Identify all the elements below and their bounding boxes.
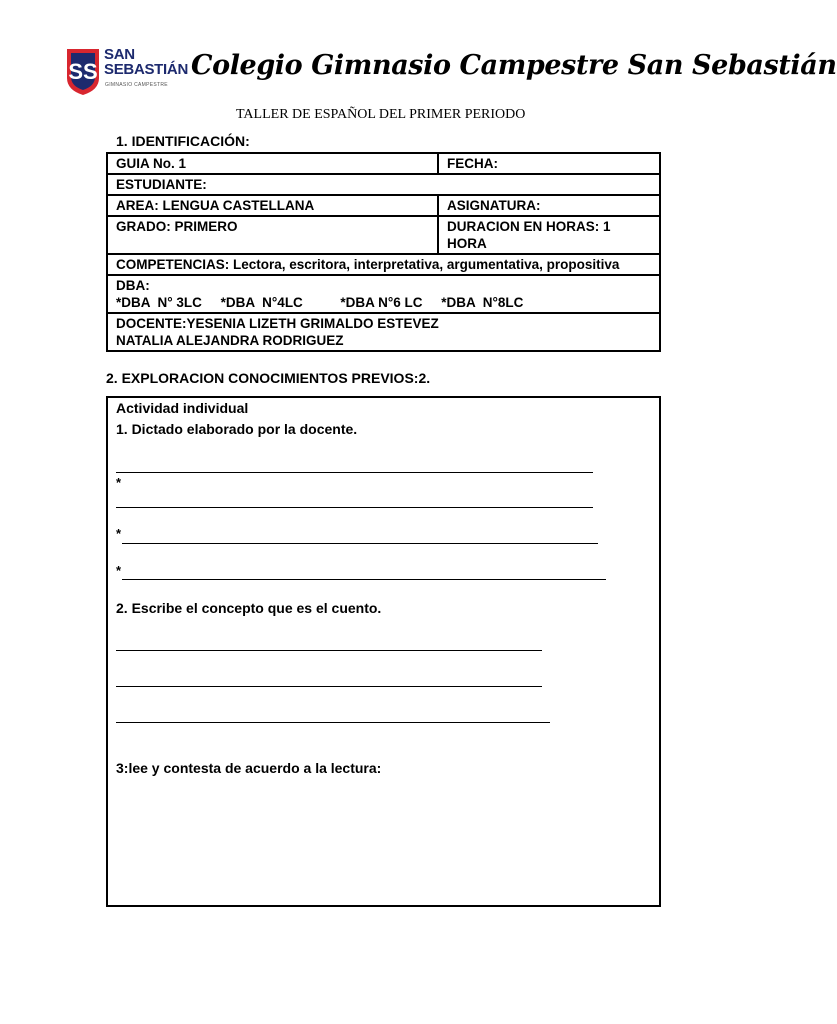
logo-line1: SAN: [104, 46, 135, 63]
logo-line2: SEBASTIÁN: [104, 61, 188, 78]
answer-line[interactable]: [122, 579, 606, 580]
activity-box: [106, 396, 661, 907]
activity-title: Actividad individual: [116, 400, 249, 416]
answer-line[interactable]: [116, 507, 593, 508]
asignatura-cell: ASIGNATURA:: [438, 195, 660, 216]
answer-line[interactable]: [116, 686, 542, 687]
answer-line[interactable]: [116, 650, 542, 651]
question-2: 2. Escribe el concepto que es el cuento.: [116, 600, 382, 616]
bullet: *: [116, 563, 122, 578]
bullet: *: [116, 475, 122, 490]
logo-wordmark: [104, 47, 188, 77]
identification-heading: 1. IDENTIFICACIÓN:: [116, 133, 250, 149]
docente-line2: NATALIA ALEJANDRA RODRIGUEZ: [116, 333, 344, 348]
dba-label: DBA:: [116, 278, 150, 293]
estudiante-cell: ESTUDIANTE:: [107, 174, 660, 195]
answer-line[interactable]: [122, 543, 598, 544]
dba-items: *DBA N° 3LC *DBA N°4LC *DBA N°6 LC *DBA N°8LC: [116, 295, 524, 310]
exploration-heading: 2. EXPLORACION CONOCIMIENTOS PREVIOS:2.: [106, 370, 431, 386]
question-3: 3:lee y contesta de acuerdo a la lectura:: [116, 760, 382, 776]
answer-line[interactable]: [116, 472, 593, 473]
duracion-cell: DURACION EN HORAS: 1 HORA: [438, 216, 660, 254]
school-logo: [64, 46, 188, 100]
dba-cell: [107, 275, 660, 313]
docente-cell: [107, 313, 660, 351]
fecha-cell: FECHA:: [438, 153, 660, 174]
answer-line[interactable]: [116, 722, 550, 723]
docente-line1: DOCENTE:YESENIA LIZETH GRIMALDO ESTEVEZ: [116, 316, 439, 331]
question-1: 1. Dictado elaborado por la docente.: [116, 421, 358, 437]
school-name: Colegio Gimnasio Campestre San Sebastián: [191, 50, 837, 81]
bullet: *: [116, 526, 122, 541]
identification-table: [106, 152, 661, 352]
logo-initials: SS: [68, 59, 98, 84]
shield-icon: [64, 46, 102, 96]
area-cell: AREA: LENGUA CASTELLANA: [107, 195, 438, 216]
grado-cell: GRADO: PRIMERO: [107, 216, 438, 254]
competencias-cell: COMPETENCIAS: Lectora, escritora, interpretativa, argumentativa, propositiva: [107, 254, 660, 275]
document-title: TALLER DE ESPAÑOL DEL PRIMER PERIODO: [236, 107, 526, 122]
logo-subtitle: GIMNASIO CAMPESTRE: [105, 82, 168, 88]
guia-cell: GUIA No. 1: [107, 153, 438, 174]
